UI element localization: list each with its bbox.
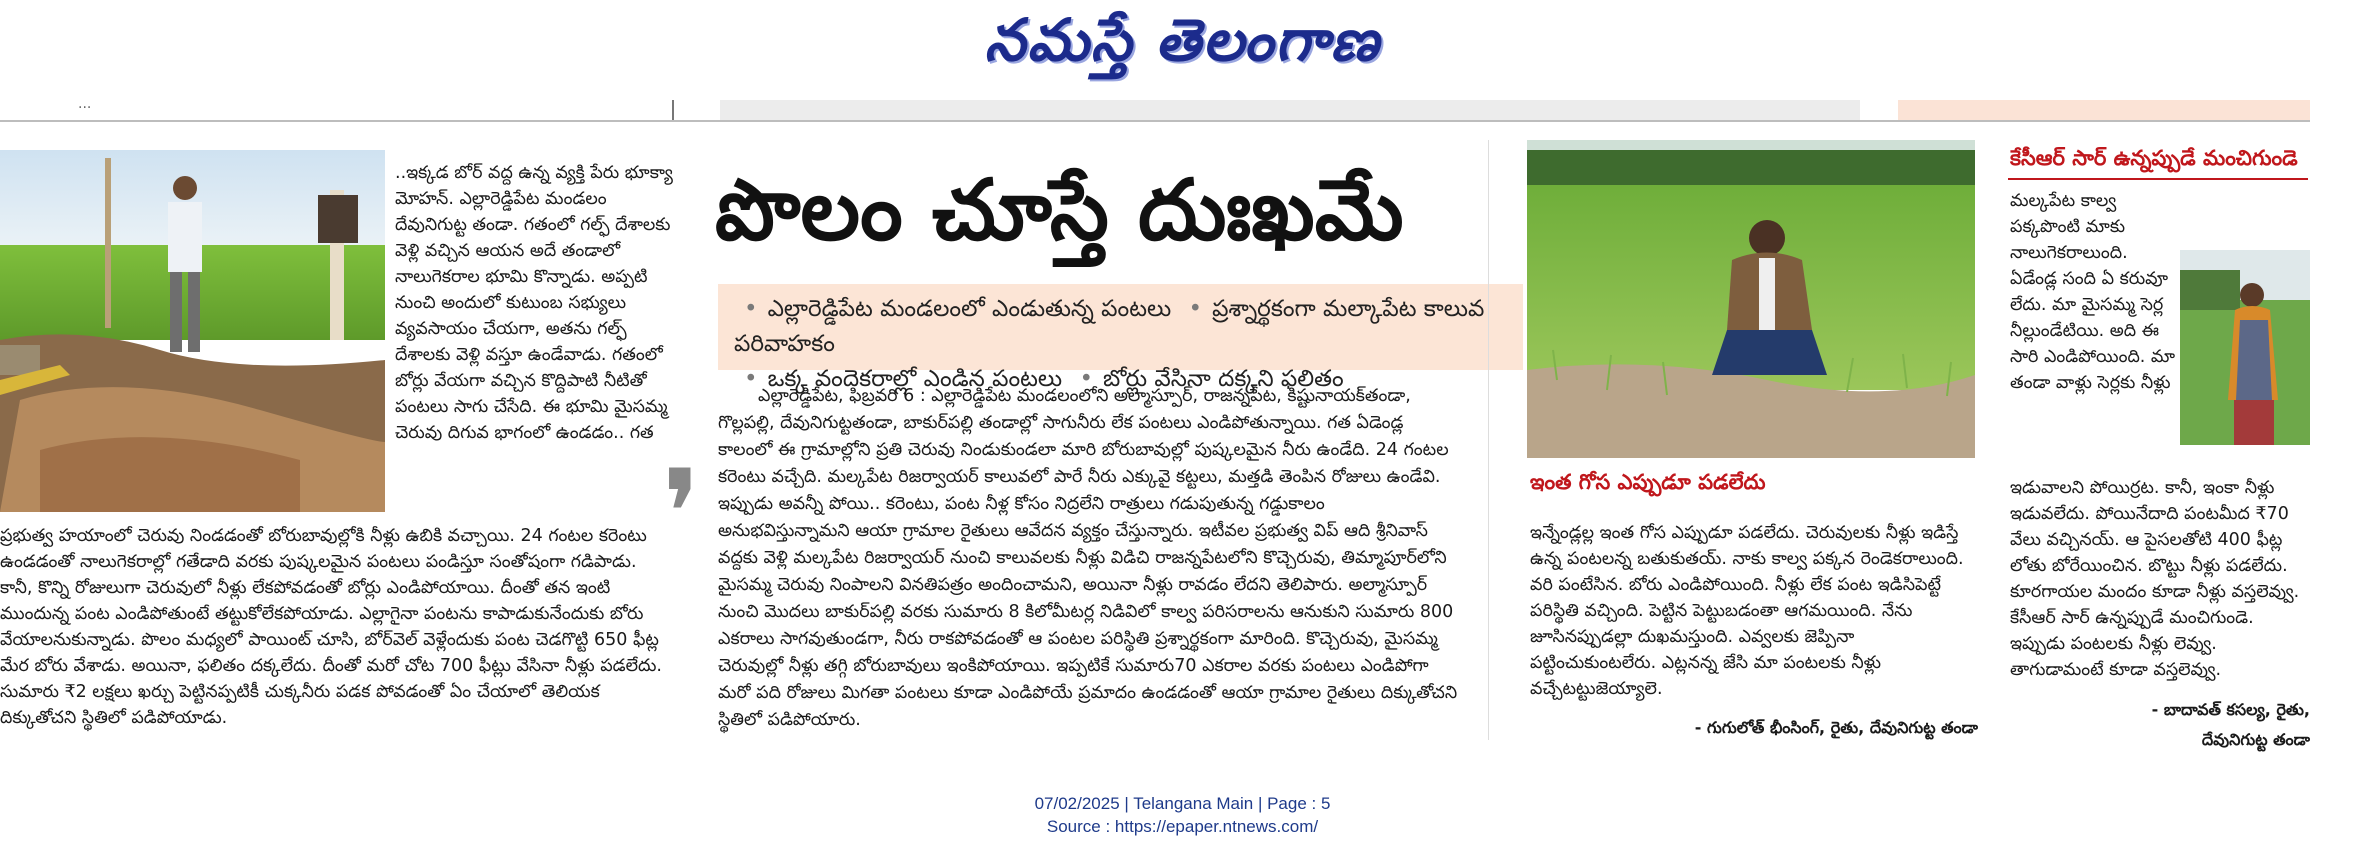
right-story-heading: కేసీఆర్ సార్ ఉన్నప్పుడే మంచిగుండె bbox=[2010, 146, 2298, 170]
top-rule bbox=[0, 120, 2310, 122]
right-story-signature bbox=[2010, 695, 2310, 755]
mid-story-signature: - గుగులోత్ భీంసింగ్, రైతు, దేవునిగుట్ట తండా bbox=[1694, 718, 1978, 737]
highlight-item: ప్రశ్నార్థకంగా మల్కాపేట కాలువ పరివాహకం bbox=[734, 296, 1485, 357]
left-story-side-text: ..ఇక్కడ బోర్ వద్ద ఉన్న వ్యక్తి పేరు భూక్యా మోహన్. ఎల్లారెడ్డిపేట మండలం దేవునిగుట్ట తండా. గతంలో గల్ఫ్ దేశాలకు వెళ్లి వచ్చిన ఆయన అదే తండాలో నాలుగెకరాల భూమి కొన్నాడు. అప్పటి నుంచి అందులో కుటుంబ సభ్యులు వ్యవసాయం చేయగా, అతను గల్ఫ్ దేశాలకు వెళ్లి వస్తూ ఉండేవాడు. గతంలో బోర్లు వేయగా వచ్చిన కొద్దిపాటి నీటితో పంటలు సాగు చేసేది. ఈ భూమి మైసమ్మ చెరువు దిగువ భాగంలో ఉండడం.. గత bbox=[395, 163, 673, 443]
top-strip-right bbox=[1898, 100, 2310, 120]
bullet-icon: • bbox=[1079, 366, 1094, 392]
article-headline: పొలం చూస్తే దుఃఖమే bbox=[715, 161, 1404, 259]
highlight-item: బోర్లు వేసినా దక్కని ఫలితం bbox=[1103, 366, 1344, 392]
woman-farmer-photo bbox=[2180, 250, 2310, 445]
left-story-bottom-text: ప్రభుత్వ హయాంలో చెరువు నిండడంతో బోరుబావుల్లోకి నీళ్లు ఉబికి వచ్చాయి. 24 గంటల కరెంటు ఉండడంతో నాలుగెకరాల్లో గతేడాది వరకు పుష్కలమైన పంటలు పండిస్తూ సంతోషంగా గడిపాడు. కానీ, కొన్ని రోజులుగా చెరువులో నీళ్లు లేకపోవడంతో బోర్లు ఎండిపోయాయి. దీంతో తన ఇంటి ముందున్న పంట ఎండిపోతుంటే తట్టుకోలేకపోయాడు. ఎల్లాగైనా పంటను కాపాడుకునేందుకు బోరు వేయాలనుకున్నాడు. పొలం మధ్యలో పాయింట్ చూసి, బోర్‌వెల్ వెళ్లేందుకు పంట చెడగొట్టి 650 ఫీట్ల మేర బోరు వేశాడు. అయినా, ఫలితం దక్కలేదు. దీంతో మరో చోట 700 ఫీట్లు వేసినా నీళ్లు పడలేదు. సుమారు ₹2 లక్షలు ఖర్చు పెట్టినప్పటికీ చుక్కనీరు పడక పోవడంతో ఏం చేయాలో తెలియక దిక్కుతోచని స్థితిలో పడిపోయాడు. bbox=[0, 526, 662, 728]
farmer-in-field-photo bbox=[1527, 140, 1975, 458]
footer-source-link[interactable]: Source : https://epaper.ntnews.com/ bbox=[1046, 817, 1319, 836]
column-divider bbox=[1488, 140, 1489, 740]
highlight-item: ఒక్క వందెకరాల్లో ఎండిన పంటలు bbox=[767, 366, 1063, 392]
farmer-borewell-photo bbox=[0, 150, 385, 512]
bullet-icon: • bbox=[1188, 296, 1203, 322]
right-signature-line1: - బాదావత్ కసల్య, రైతు, bbox=[2151, 700, 2310, 719]
right-story-bottom-text: ఇడువాలని పోయిర్రట. కానీ, ఇంకా నీళ్లు ఇడువలేదు. పోయినేదాది పంటమీద ₹70 వేలు వచ్చినయ్. ఆ పైసలతోటి 400 ఫీట్ల లోతు బోరేయించిన. బొట్టు నీళ్లు పడలేదు. కూరగాయల మందం కూడా నీళ్లు వస్తలెవ్వు. కేసీఆర్ సార్ ఉన్నప్పుడే మంచిగుండె. ఇప్పుడు పంటలకు నీళ్లు లెవ్వు. తాగుడామంటే కూడా వస్తలెవ్వు. bbox=[2010, 478, 2300, 680]
masthead-title: నమస్తే తెలంగాణ bbox=[984, 6, 1381, 74]
top-strip-mid bbox=[720, 100, 1860, 120]
article-highlights bbox=[718, 284, 1523, 392]
right-heading-rule bbox=[2008, 178, 2308, 180]
mid-story-text: ఇన్నేండ్లల్ల ఇంత గోస ఎప్పుడూ పడలేదు. చెరువులకు నీళ్లు ఇడిస్తే ఉన్న పంటలన్న బతుకుతయ్. నాకు కాల్వ పక్కన రెండెకరాలుంది. వరి పంటేసిన. బోరు ఎండిపోయింది. నీళ్లు లేక పంట ఇడిసిపెట్టే పరిస్థితి వచ్చింది. పెట్టిన పెట్టుబడంతా ఆగమయింది. నేను జూసినప్పుడల్లా దుఖమస్తుంది. ఎవ్వలకు జెప్పినా పట్టించుకుంటలేరు. ఎట్లనన్న జేసి మా పంటలకు నీళ్లు వచ్చేటట్టుజెయ్యాలె. bbox=[1530, 523, 1964, 699]
mid-story-heading: ఇంత గోస ఎప్పుడూ పడలేదు bbox=[1530, 470, 1766, 494]
highlight-item: ఎల్లారెడ్డిపేట మండలంలో ఎండుతున్న పంటలు bbox=[767, 296, 1172, 322]
top-dots: ... bbox=[78, 96, 92, 112]
top-divider bbox=[672, 100, 674, 122]
footer-date-page: 07/02/2025 | Telangana Main | Page : 5 bbox=[1034, 794, 1331, 813]
article-body: ఎల్లారెడ్డిపేట, ఫిబ్రవరి 6 : ఎల్లారెడ్డిపేట మండలంలోని అల్మాస్పూర్, రాజన్నపేట, కిష్టునాయక్‌తండా, గొల్లపల్లి, దేవునిగుట్టతండా, బాకుర్‌పల్లి తండాల్లో సాగునీరు లేక పంటలు ఎండిపోతున్నాయి. గత ఏడెండ్ల కాలంలో ఈ గ్రామాల్లోని ప్రతి చెరువు నిండుకుండలా మారి బోరుబావుల్లో పుష్కలమైన నీరు ఉండేది. 24 గంటల కరెంటు వచ్చేది. మల్కపేట రిజర్వాయర్ కాలువలో పారే నీరు ఎక్కువై కట్టలు, మత్తడి తెంపిన రోజులు ఉండేవి. ఇప్పుడు అవన్నీ పోయి.. కరెంటు, పంట నీళ్ల కోసం నిద్రలేని రాత్రులు గడుపుతున్న గడ్డుకాలం అనుభవిస్తున్నామని ఆయా గ్రామాల రైతులు ఆవేదన వ్యక్తం చేస్తున్నారు. ఇటీవల ప్రభుత్వ విప్ ఆది శ్రీనివాస్ వద్దకు వెళ్లి మల్కపేట రిజర్వాయర్ నుంచి కాలువలకు నీళ్లు విడిచి రాజన్నపేటలోని కొచ్చెరువు, తిమ్మాపూర్‌లోని మైసమ్మ చెరువు నింపాలని వినతిపత్రం అందించామని, అయినా నీళ్లు రావడం లేదని తెలిపారు. అల్మాస్పూర్ నుంచి మొదలు బాకుర్‌పల్లి వరకు సుమారు 8 కిలోమీటర్ల నిడివిలో కాల్వ పరిసరాలను ఆనుకుని సుమారు 800 ఎకరాలు సాగవుతుండగా, నీరు రాకపోవడంతో ఆ పంటల పరిస్థితి ప్రశ్నార్థకంగా మారింది. కొచ్చెరువు, మైసమ్మ చెరువుల్లో నీళ్లు తగ్గి బోరుబావులు ఇంకిపోయాయి. ఇప్పటికే సుమారు70 ఎకరాల వరకు పంటలు ఎండిపోగా మరో పది రోజులు మిగతా పంటలు కూడా ఎండిపోయే ప్రమాదం ఉండడంతో ఆయా గ్రామాల రైతులు దిక్కుతోచని స్థితిలో పడిపోయారు. bbox=[718, 386, 1458, 730]
right-signature-line2: దేవునిగుట్ట తండా bbox=[2201, 730, 2310, 749]
bullet-icon: • bbox=[744, 366, 758, 392]
page-footer bbox=[0, 792, 2365, 838]
right-story-top-text: మల్కపేట కాల్వ పక్కపొంటి మాకు నాలుగెకరాలుంది. ఏడేండ్ల సంది ఏ కరువూ లేదు. మా మైసమ్మ సెర్ల నీల్లుండేటియి. అది ఈ సారి ఎండిపోయింది. మా తండా వాళ్లు సెర్లకు నీళ్లు bbox=[2010, 191, 2176, 393]
bullet-icon: • bbox=[744, 296, 758, 322]
quote-mark-icon: ❜ bbox=[662, 445, 701, 584]
